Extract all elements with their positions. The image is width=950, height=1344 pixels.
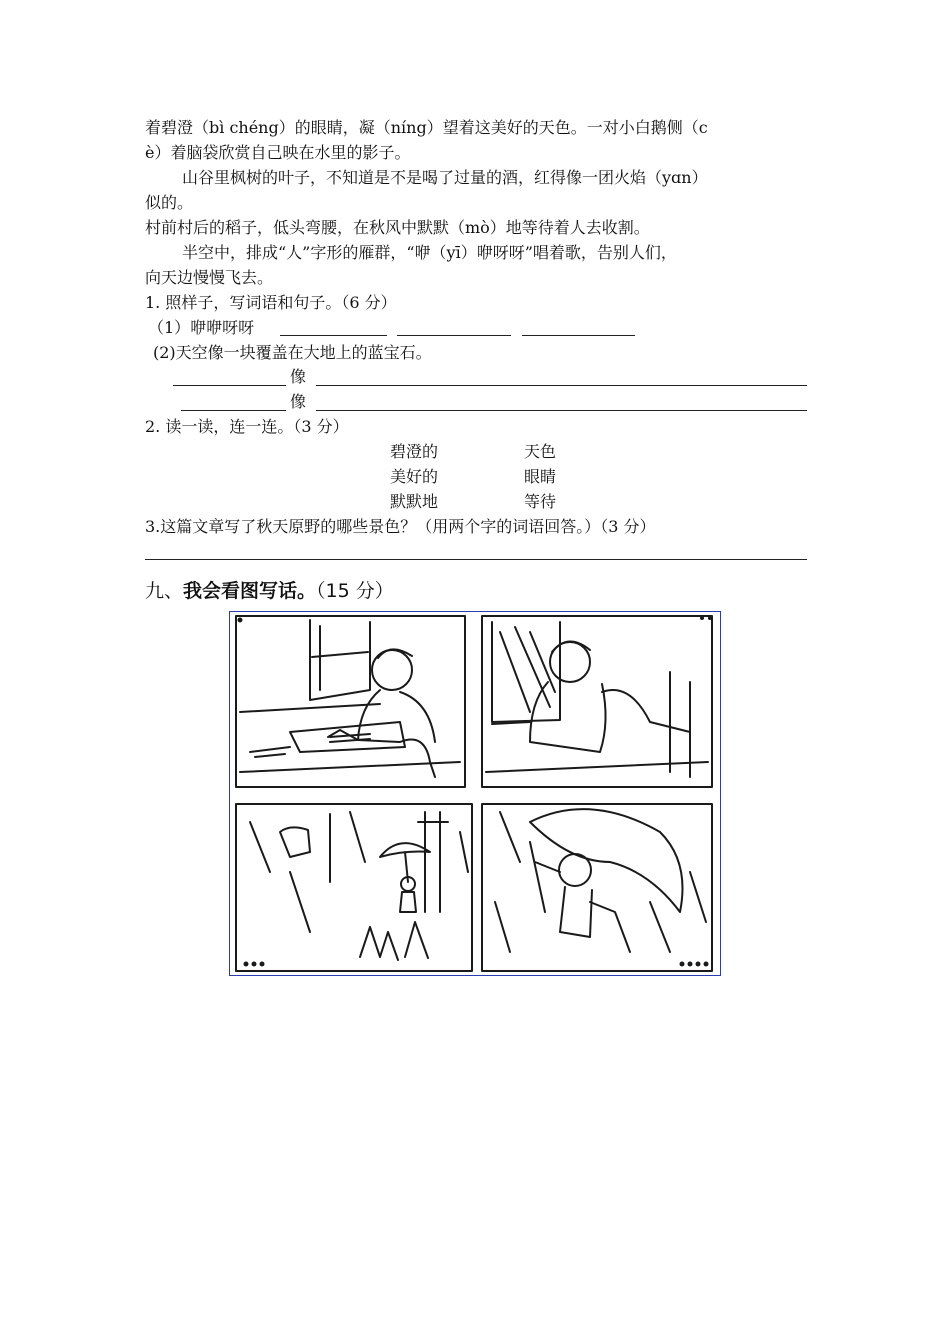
sentence2-blank-subject[interactable] <box>181 410 286 411</box>
panel-2-boy-window <box>486 622 708 777</box>
q1-part1-label: （1）咿咿呀呀 <box>148 318 255 337</box>
q2-title: 2. 读一读，连一连。（3 分） <box>145 417 349 436</box>
panel-2-border <box>482 616 712 787</box>
q2-right-item[interactable]: 等待 <box>524 492 557 511</box>
passage-line-5: 村前村后的稻子，低头弯腰，在秋风中默默（mò）地等待着人去收割。 <box>145 218 650 237</box>
sentence1-blank-object[interactable] <box>316 385 807 386</box>
panel-4-child-closeup <box>495 809 706 952</box>
four-panel-drawing <box>230 612 720 975</box>
sentence1-like-word: 像 <box>290 367 307 386</box>
passage-line-6: 半空中，排成“人”字形的雁群，“咿（yī）咿呀呀”唱着歌，告别人们， <box>182 243 677 262</box>
q1-blank-1[interactable] <box>280 335 387 336</box>
section-9-heading <box>145 580 394 602</box>
q3-title: 3.这篇文章写了秋天原野的哪些景色？（用两个字的词语回答。）（3 分） <box>145 517 656 536</box>
passage-line-3: 山谷里枫树的叶子，不知道是不是喝了过量的酒，红得像一团火焰（yɑn） <box>182 168 708 187</box>
q2-right-item[interactable]: 天色 <box>524 442 557 461</box>
sentence1-blank-subject[interactable] <box>173 385 286 386</box>
sentence2-like-word: 像 <box>290 392 307 411</box>
q1-blank-3[interactable] <box>522 335 635 336</box>
q2-left-item[interactable]: 美好的 <box>390 467 439 486</box>
passage-line-1: 着碧澄（bì chéng）的眼睛，凝（níng）望着这美好的天色。一对小白鹅侧（c <box>145 118 708 137</box>
panel-3-child-umbrella <box>250 812 468 960</box>
q2-left-item[interactable]: 碧澄的 <box>390 442 439 461</box>
q2-left-item[interactable]: 默默地 <box>390 492 439 511</box>
panel-1-boy-writing <box>240 620 460 777</box>
passage-line-2: è）着脑袋欣赏自己映在水里的影子。 <box>145 143 411 162</box>
four-panel-picture <box>229 611 721 976</box>
q1-title: 1. 照样子，写词语和句子。（6 分） <box>145 293 397 312</box>
panel-4-border <box>482 804 712 971</box>
section-9-number: 九、 <box>145 580 184 602</box>
q2-right-item[interactable]: 眼睛 <box>524 467 557 486</box>
corner-dots <box>238 616 713 967</box>
section-9-title: 我会看图写话。 <box>183 580 317 602</box>
q3-answer-line[interactable] <box>145 559 807 560</box>
passage-line-4: 似的。 <box>145 193 194 212</box>
q1-part2-label: (2)天空像一块覆盖在大地上的蓝宝石。 <box>153 343 432 362</box>
sentence2-blank-object[interactable] <box>316 410 807 411</box>
q1-blank-2[interactable] <box>397 335 511 336</box>
panel-3-border <box>236 804 472 971</box>
passage-line-7: 向天边慢慢飞去。 <box>145 268 274 287</box>
section-9-points: （15 分） <box>316 580 394 602</box>
